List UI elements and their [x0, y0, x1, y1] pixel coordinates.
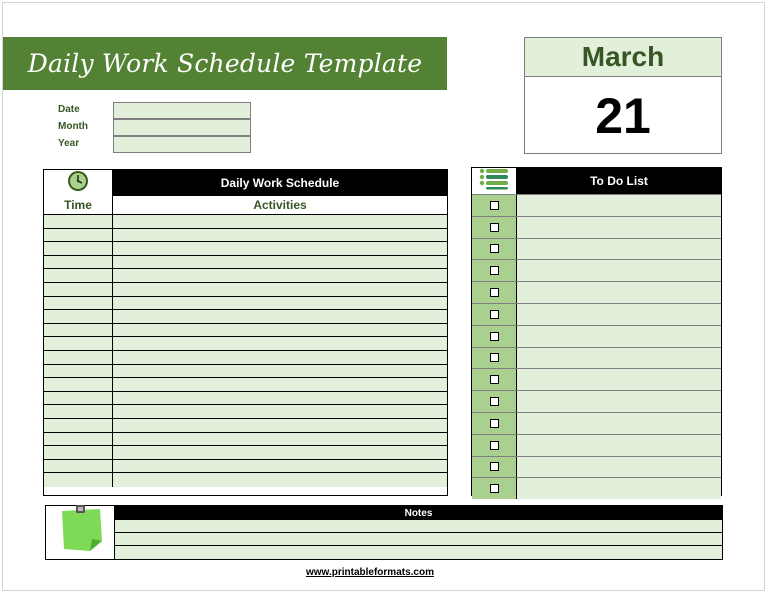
schedule-row[interactable]: [44, 351, 447, 365]
todo-header: To Do List: [517, 168, 721, 194]
todo-checkbox-cell: [472, 435, 517, 456]
date-row: [57, 102, 252, 119]
todo-item-field[interactable]: [517, 260, 721, 281]
todo-checkbox-cell: [472, 348, 517, 369]
notes-line[interactable]: [115, 520, 722, 533]
todo-row: [472, 303, 721, 325]
daily-schedule-table: [43, 169, 448, 496]
todo-row: [472, 259, 721, 281]
todo-row: [472, 194, 721, 216]
notes-line[interactable]: [115, 546, 722, 559]
todo-row: [472, 390, 721, 412]
checkbox[interactable]: [490, 353, 499, 362]
time-cell[interactable]: [44, 269, 113, 282]
time-cell[interactable]: [44, 242, 113, 255]
year-label: Year: [58, 138, 80, 149]
todo-checkbox-cell: [472, 282, 517, 303]
todo-checkbox-cell: [472, 478, 517, 499]
todo-item-field[interactable]: [517, 369, 721, 390]
time-cell[interactable]: [44, 310, 113, 323]
time-cell[interactable]: [44, 351, 113, 364]
sticky-note-icon: [54, 505, 106, 560]
date-field[interactable]: [113, 102, 251, 119]
todo-icon-cell: [472, 168, 517, 194]
year-row: [57, 136, 252, 153]
schedule-row[interactable]: [44, 365, 447, 379]
time-cell[interactable]: [44, 419, 113, 432]
schedule-header: Daily Work Schedule: [113, 170, 447, 196]
time-cell[interactable]: [44, 229, 113, 242]
todo-item-field[interactable]: [517, 195, 721, 216]
todo-checkbox-cell: [472, 195, 517, 216]
checkbox[interactable]: [490, 375, 499, 384]
todo-list: [471, 167, 722, 496]
todo-item-field[interactable]: [517, 348, 721, 369]
checkbox[interactable]: [490, 201, 499, 210]
todo-checkbox-cell: [472, 326, 517, 347]
todo-row: [472, 412, 721, 434]
date-label: Date: [58, 104, 80, 115]
schedule-row[interactable]: [44, 473, 447, 487]
todo-item-field[interactable]: [517, 326, 721, 347]
list-icon: [479, 168, 509, 195]
time-cell[interactable]: [44, 446, 113, 459]
todo-item-field[interactable]: [517, 435, 721, 456]
checkbox[interactable]: [490, 419, 499, 428]
todo-row: [472, 477, 721, 499]
time-cell[interactable]: [44, 392, 113, 405]
month-field[interactable]: [113, 119, 251, 136]
todo-row: [472, 368, 721, 390]
todo-row: [472, 216, 721, 238]
notes-section: [45, 505, 723, 560]
todo-row: [472, 347, 721, 369]
schedule-row[interactable]: [44, 256, 447, 270]
schedule-row[interactable]: [44, 215, 447, 229]
todo-row: [472, 281, 721, 303]
schedule-row[interactable]: [44, 460, 447, 474]
checkbox[interactable]: [490, 462, 499, 471]
notes-header: Notes: [115, 506, 722, 520]
clock-cell: [44, 170, 113, 196]
time-cell[interactable]: [44, 337, 113, 350]
schedule-row[interactable]: [44, 378, 447, 392]
todo-checkbox-cell: [472, 239, 517, 260]
page-title: Daily Work Schedule Template: [27, 49, 423, 78]
clock-icon: [67, 170, 89, 197]
checkbox[interactable]: [490, 288, 499, 297]
todo-item-field[interactable]: [517, 304, 721, 325]
time-cell[interactable]: [44, 256, 113, 269]
time-cell[interactable]: [44, 283, 113, 296]
time-cell[interactable]: [44, 433, 113, 446]
time-cell[interactable]: [44, 405, 113, 418]
schedule-row[interactable]: [44, 324, 447, 338]
activities-column-header: Activities: [113, 196, 447, 215]
todo-row: [472, 456, 721, 478]
time-cell[interactable]: [44, 460, 113, 473]
todo-item-field[interactable]: [517, 239, 721, 260]
checkbox[interactable]: [490, 441, 499, 450]
todo-item-field[interactable]: [517, 391, 721, 412]
schedule-rows: [44, 215, 447, 487]
checkbox[interactable]: [490, 484, 499, 493]
todo-checkbox-cell: [472, 369, 517, 390]
checkbox[interactable]: [490, 332, 499, 341]
notes-lines: [115, 520, 722, 559]
month-name: March: [525, 38, 721, 77]
time-cell[interactable]: [44, 473, 113, 487]
schedule-row[interactable]: [44, 297, 447, 311]
todo-checkbox-cell: [472, 217, 517, 238]
checkbox[interactable]: [490, 397, 499, 406]
schedule-row[interactable]: [44, 419, 447, 433]
time-cell[interactable]: [44, 215, 113, 228]
todo-rows: [472, 194, 721, 499]
todo-row: [472, 238, 721, 260]
todo-item-field[interactable]: [517, 478, 721, 499]
month-row: [57, 119, 252, 136]
schedule-row[interactable]: [44, 229, 447, 243]
checkbox[interactable]: [490, 244, 499, 253]
notes-image-cell: [46, 506, 115, 559]
time-cell[interactable]: [44, 324, 113, 337]
schedule-row[interactable]: [44, 446, 447, 460]
schedule-row[interactable]: [44, 242, 447, 256]
schedule-row[interactable]: [44, 283, 447, 297]
day-number: 21: [595, 87, 651, 144]
todo-item-field[interactable]: [517, 457, 721, 478]
schedule-row[interactable]: [44, 405, 447, 419]
todo-checkbox-cell: [472, 413, 517, 434]
schedule-row[interactable]: [44, 269, 447, 283]
checkbox[interactable]: [490, 310, 499, 319]
time-cell[interactable]: [44, 297, 113, 310]
notes-line[interactable]: [115, 533, 722, 546]
title-banner: [3, 37, 447, 90]
schedule-row[interactable]: [44, 433, 447, 447]
todo-checkbox-cell: [472, 391, 517, 412]
todo-checkbox-cell: [472, 457, 517, 478]
schedule-row[interactable]: [44, 392, 447, 406]
todo-row: [472, 325, 721, 347]
todo-item-field[interactable]: [517, 217, 721, 238]
checkbox[interactable]: [490, 266, 499, 275]
todo-checkbox-cell: [472, 260, 517, 281]
calendar-card: [524, 37, 722, 154]
todo-row: [472, 434, 721, 456]
month-label: Month: [58, 121, 88, 132]
year-field[interactable]: [113, 136, 251, 153]
todo-item-field[interactable]: [517, 282, 721, 303]
footer-website-link[interactable]: www.printableformats.com: [306, 567, 434, 578]
time-column-header: Time: [44, 196, 113, 215]
checkbox[interactable]: [490, 223, 499, 232]
time-cell[interactable]: [44, 378, 113, 391]
todo-item-field[interactable]: [517, 413, 721, 434]
schedule-row[interactable]: [44, 337, 447, 351]
time-cell[interactable]: [44, 365, 113, 378]
schedule-row[interactable]: [44, 310, 447, 324]
todo-checkbox-cell: [472, 304, 517, 325]
